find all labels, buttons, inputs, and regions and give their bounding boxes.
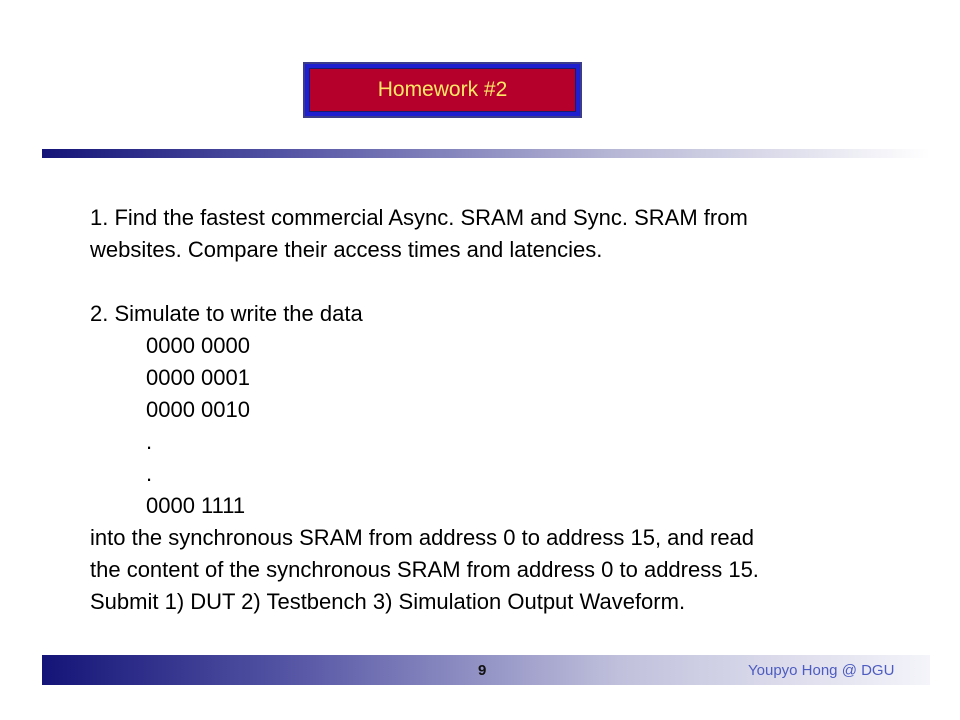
- task2-line-1: into the synchronous SRAM from address 0 to address 15, and read: [90, 525, 755, 550]
- task2-line-3: Submit 1) DUT 2) Testbench 3) Simulation Output Waveform.: [90, 589, 686, 614]
- page-number: 9: [478, 662, 487, 679]
- slide-title: Homework #2: [377, 78, 508, 101]
- task2-intro: 2. Simulate to write the data: [90, 301, 363, 326]
- title-box: [303, 62, 582, 118]
- data-value-1: 0000 0000: [146, 333, 250, 358]
- footer-author: Youpyo Hong @ DGU: [748, 662, 895, 679]
- data-ellipsis-2: .: [146, 461, 153, 486]
- task2-line-2: the content of the synchronous SRAM from address 0 to address 15.: [90, 557, 759, 582]
- task1-line-1: 1. Find the fastest commercial Async. SRAM and Sync. SRAM from: [90, 205, 748, 230]
- data-ellipsis-1: .: [146, 429, 153, 454]
- task1-line-2: websites. Compare their access times and latencies.: [90, 237, 603, 262]
- data-value-last: 0000 1111: [146, 493, 246, 518]
- header-divider-bar: [42, 149, 930, 158]
- data-value-3: 0000 0010: [146, 397, 250, 422]
- data-value-2: 0000 0001: [146, 365, 250, 390]
- title-inner: [309, 68, 576, 112]
- paragraph-gap: [90, 266, 930, 298]
- slide-content: [90, 202, 930, 618]
